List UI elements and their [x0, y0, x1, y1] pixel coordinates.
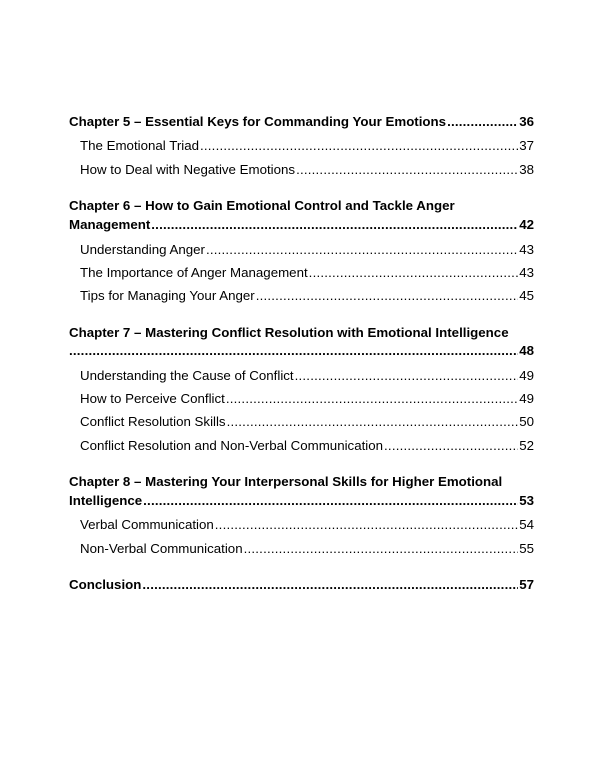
dot-leader: [227, 414, 519, 430]
toc-entry-title: Chapter 5 – Essential Keys for Commanding Your Emotions: [69, 114, 447, 129]
toc-entry-chapter-7-line1[interactable]: Chapter 7 – Mastering Conflict Resolution with Emotional Intelligence: [69, 325, 509, 340]
toc-entry-title: Understanding the Cause of Conflict: [80, 368, 294, 383]
dot-leader: [447, 114, 518, 130]
toc-entry-title: Conflict Resolution Skills: [80, 414, 226, 429]
toc-entry-conflict-resolution-skills[interactable]: [80, 414, 534, 430]
toc-entry-title: Tips for Managing Your Anger: [80, 288, 255, 303]
dot-leader: [142, 577, 518, 593]
dot-leader: [143, 493, 518, 509]
toc-entry-tips-managing-anger[interactable]: [80, 288, 534, 304]
toc-entry-title: Non-Verbal Communication: [80, 541, 243, 556]
toc-entry-perceive-conflict[interactable]: [80, 391, 534, 407]
toc-entry-title: Verbal Communication: [80, 517, 214, 532]
toc-entry-page: 42: [519, 217, 534, 232]
toc-entry-title: Management: [69, 217, 151, 232]
toc-entry-non-verbal-conflict[interactable]: [80, 438, 534, 454]
toc-entry-page: 37: [519, 138, 534, 153]
toc-entry-chapter-6[interactable]: [69, 217, 534, 233]
dot-leader: [295, 368, 519, 384]
toc-entry-negative-emotions[interactable]: [80, 162, 534, 178]
toc-entry-page: 49: [519, 368, 534, 383]
toc-entry-page: 43: [519, 242, 534, 257]
toc-entry-page: 45: [519, 288, 534, 303]
toc-entry-chapter-5[interactable]: [69, 114, 534, 130]
toc-entry-title: Intelligence: [69, 493, 143, 508]
toc-entry-page: 43: [519, 265, 534, 280]
dot-leader: [309, 265, 519, 281]
toc-entry-title: Conclusion: [69, 577, 142, 592]
toc-entry-page: 53: [519, 493, 534, 508]
toc-entry-importance-anger-management[interactable]: [80, 265, 534, 281]
toc-entry-title: How to Deal with Negative Emotions: [80, 162, 296, 177]
toc-entry-understanding-anger[interactable]: [80, 242, 534, 258]
dot-leader: [244, 541, 519, 557]
toc-entry-title: The Importance of Anger Management: [80, 265, 308, 280]
toc-entry-chapter-8[interactable]: [69, 493, 534, 509]
toc-entry-page: 55: [519, 541, 534, 556]
toc-entry-title: Understanding Anger: [80, 242, 205, 257]
toc-entry-title: Conflict Resolution and Non-Verbal Communication: [80, 438, 384, 453]
toc-entry-page: 52: [519, 438, 534, 453]
toc-entry-chapter-8-line1[interactable]: Chapter 8 – Mastering Your Interpersonal Skills for Higher Emotional: [69, 474, 503, 489]
dot-leader: [200, 138, 518, 154]
toc-entry-page: 50: [519, 414, 534, 429]
toc-entry-emotional-triad[interactable]: [80, 138, 534, 154]
toc-entry-conclusion[interactable]: [69, 577, 534, 593]
toc-entry-cause-of-conflict[interactable]: [80, 368, 534, 384]
dot-leader: [226, 391, 518, 407]
toc-entry-page: 36: [519, 114, 534, 129]
toc-entry-page: 54: [519, 517, 534, 532]
toc-entry-page: 38: [519, 162, 534, 177]
toc-entry-verbal-communication[interactable]: [80, 517, 534, 533]
toc-entry-page: 48: [519, 343, 534, 358]
dot-leader: [384, 438, 518, 454]
toc-entry-title: The Emotional Triad: [80, 138, 199, 153]
dot-leader: [215, 517, 518, 533]
dot-leader: [256, 288, 519, 304]
toc-entry-title: How to Perceive Conflict: [80, 391, 225, 406]
toc-entry-non-verbal-communication[interactable]: [80, 541, 534, 557]
toc-entry-chapter-6-line1[interactable]: Chapter 6 – How to Gain Emotional Control and Tackle Anger: [69, 198, 455, 213]
toc-entry-chapter-7[interactable]: [69, 343, 534, 359]
toc-entry-page: 57: [519, 577, 534, 592]
dot-leader: [296, 162, 518, 178]
dot-leader: [69, 343, 518, 359]
toc-entry-page: 49: [519, 391, 534, 406]
dot-leader: [206, 242, 518, 258]
dot-leader: [151, 217, 518, 233]
